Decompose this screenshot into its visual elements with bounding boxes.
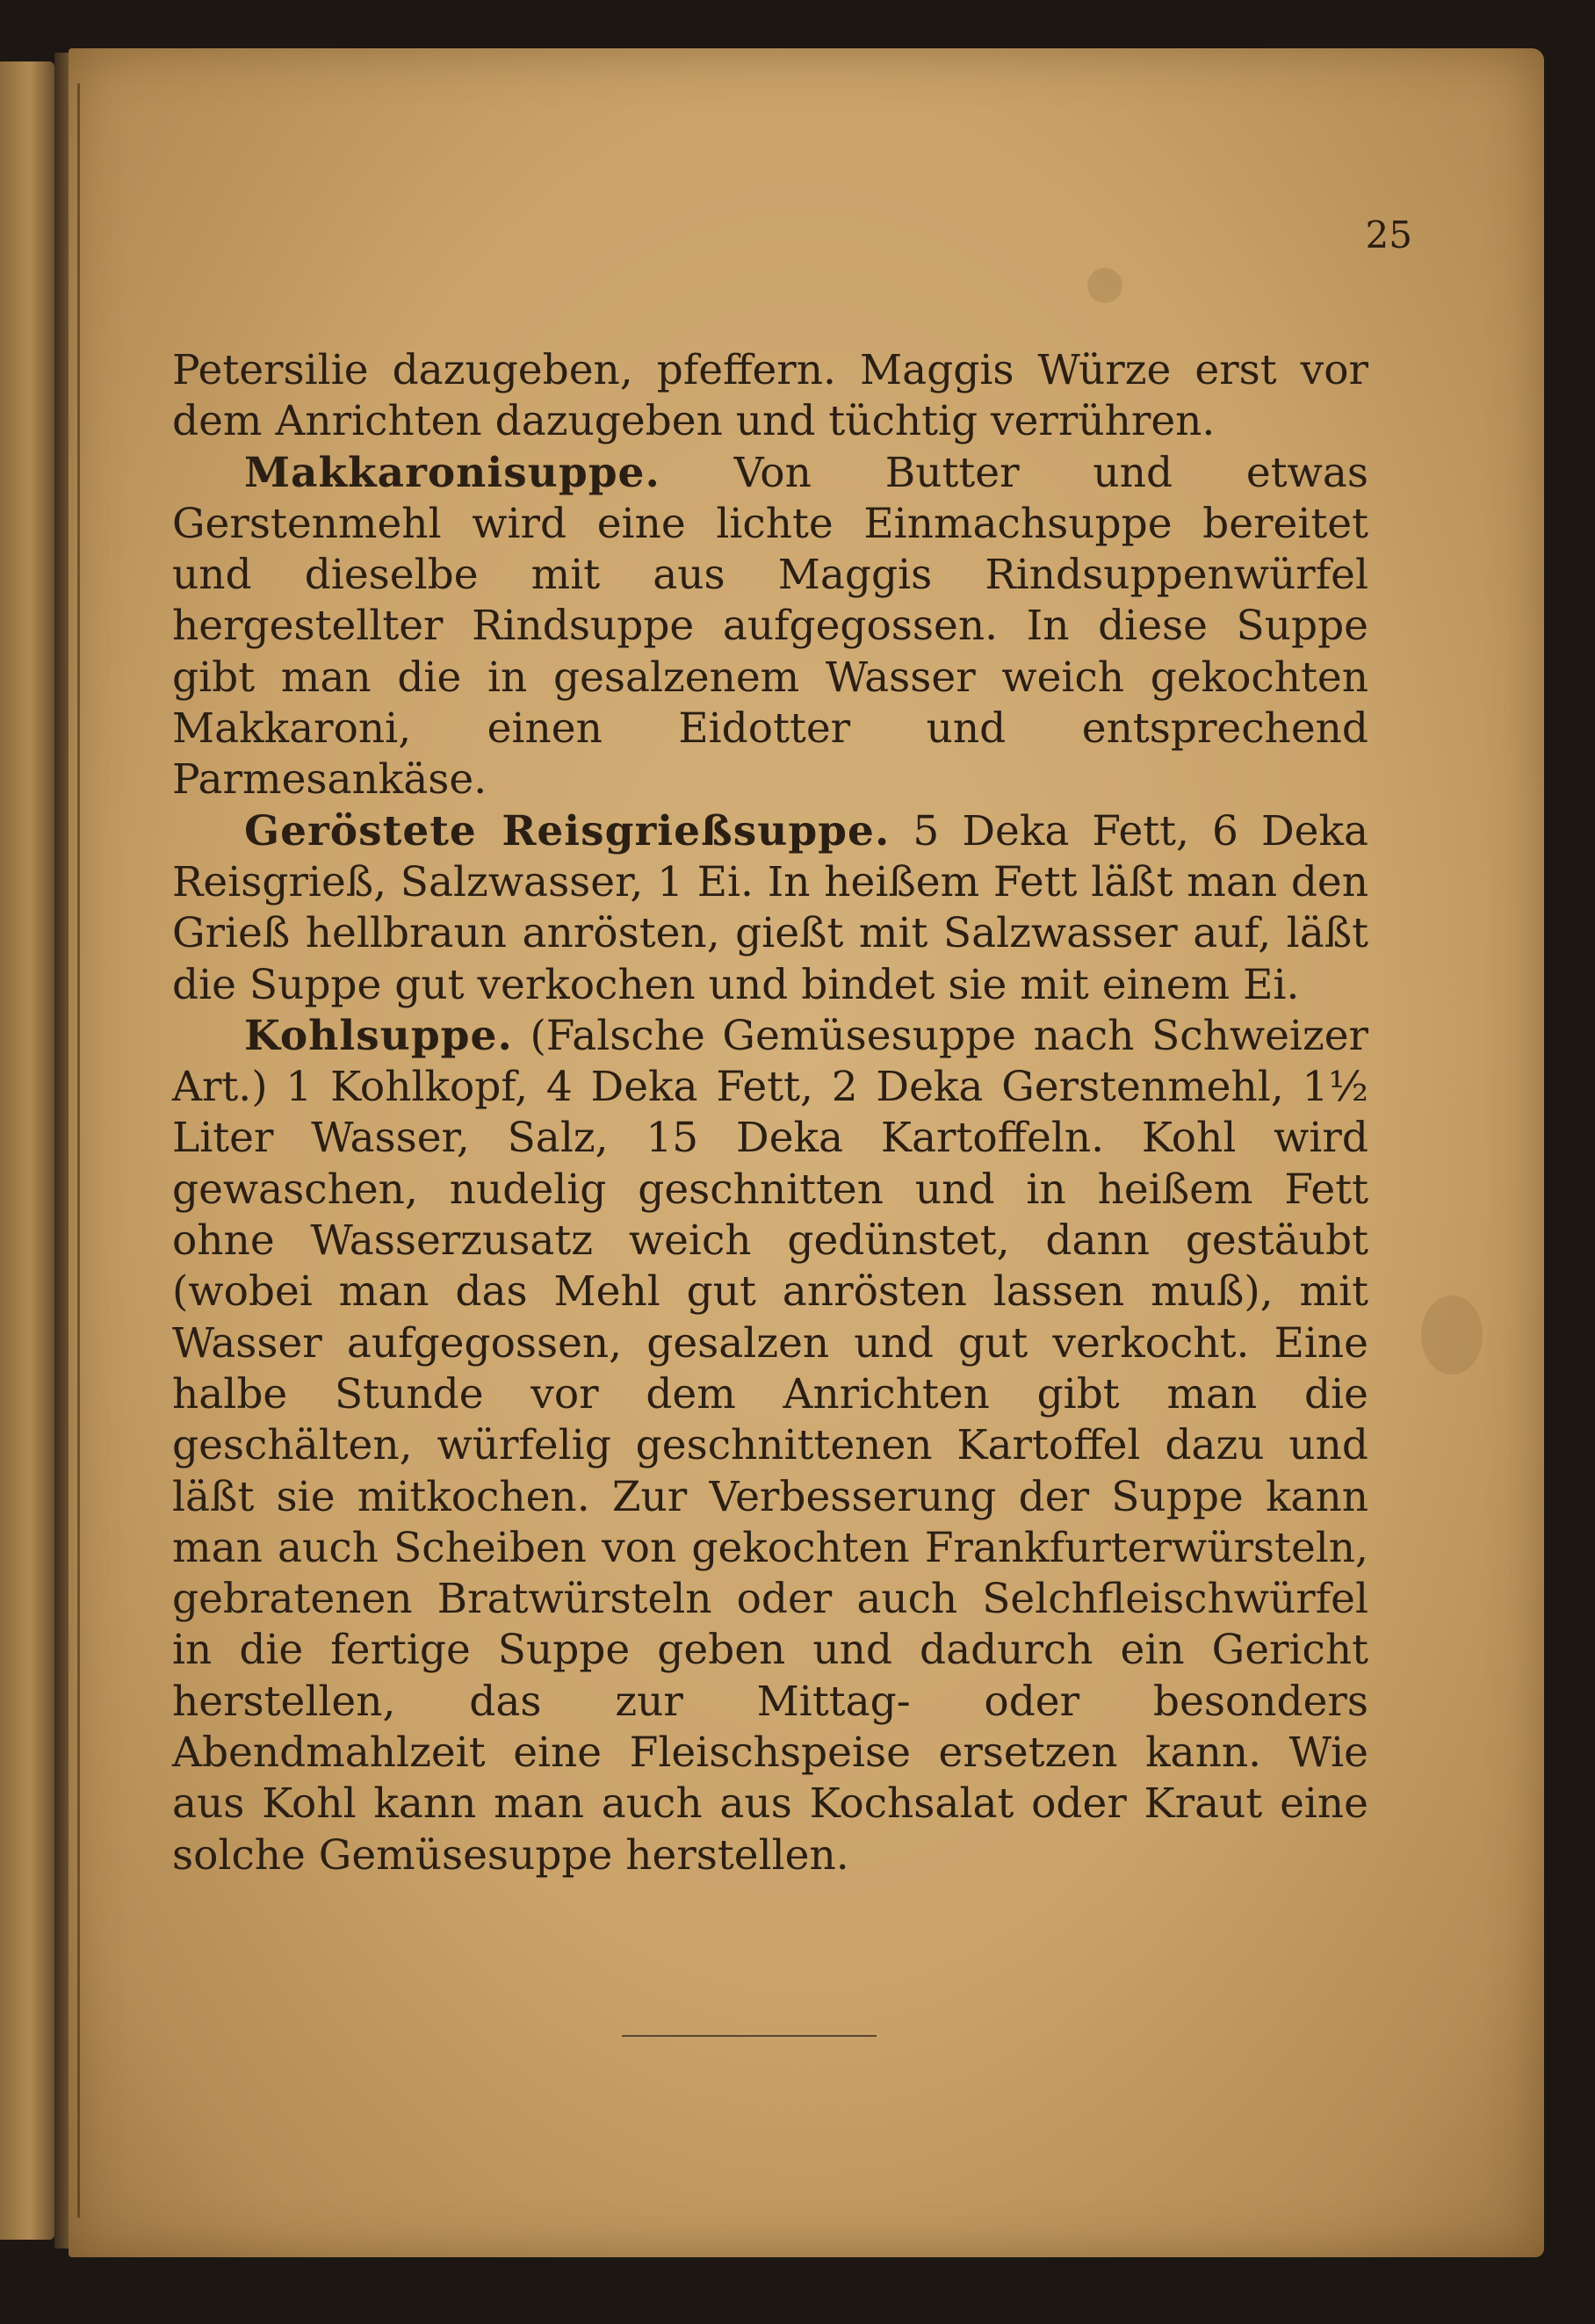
recipe-title: Geröstete Reisgrießsuppe. xyxy=(244,806,891,855)
paragraph-text: 5 Deka Fett, 6 Deka Reisgrieß, Salzwasser, 1 Ei. In heißem Fett läßt man den Grieß hellbraun anrösten, gießt mit Salzwasser auf, läßt die Suppe gut verkochen und bindet sie mit einem Ei. xyxy=(172,806,1368,1009)
paragraph-text: Von Butter und etwas Gerstenmehl wird eine lichte Einmachsuppe bereitet und dieselbe mit aus Maggis Rindsuppenwürfel hergestellter Rindsuppe aufgegossen. In diese Suppe gibt man die in gesalzenem Wasser weich gekochten Makkaroni, einen Eidotter und entsprechend Parmesankäse. xyxy=(172,448,1368,805)
page-number: 25 xyxy=(1365,213,1412,256)
paper-stain xyxy=(1087,268,1122,303)
recipe-title: Makkaronisuppe. xyxy=(244,448,660,497)
paragraph-text: (Falsche Gemüsesuppe nach Schweizer Art.) 1 Kohlkopf, 4 Deka Fett, 2 Deka Gerstenmehl, 1½ Liter Wasser, Salz, 15 Deka Kartoffeln. Kohl wird gewaschen, nudelig geschnitten und in heißem Fett ohne Wasserzusatz weich gedünstet, dann gestäubt (wobei man das Mehl gut anrösten lassen muß), mit Wasser aufgegossen, gesalzen und gut verkocht. Eine halbe Stunde vor dem Anrichten gibt man die geschälten, würfelig geschnittenen Kartoffel dazu und läßt sie mitkochen. Zur Verbesserung der Suppe kann man auch Scheiben von gekochten Frankfurterwürsteln, gebratenen Bratwürsteln oder auch Selchfleischwürfel in die fertige Suppe geben und dadurch ein Gericht herstellen, das zur Mittag- oder besonders Abendmahlzeit eine Fleischspeise ersetzen kann. Wie aus Kohl kann man auch aus Kochsalat oder Kraut eine solche Gemüsesuppe herstellen. xyxy=(172,1011,1368,1880)
section-divider-rule xyxy=(622,2035,877,2037)
recipe-title: Kohlsuppe. xyxy=(244,1011,513,1060)
book-page xyxy=(69,48,1544,2257)
body-text xyxy=(172,345,1368,1881)
previous-page-edge xyxy=(0,61,54,2240)
paragraph-continuation xyxy=(172,345,1368,448)
paper-stain xyxy=(1421,1296,1483,1375)
paragraph-kohlsuppe xyxy=(172,1011,1368,1881)
spine-line xyxy=(77,83,80,2218)
paragraph-reisgriesssuppe xyxy=(172,806,1368,1011)
paragraph-makkaronisuppe xyxy=(172,448,1368,806)
paragraph-text: Petersilie dazugeben, pfeffern. Maggis Würze erst vor dem Anrichten dazugeben und tüchtig verrühren. xyxy=(172,346,1368,446)
